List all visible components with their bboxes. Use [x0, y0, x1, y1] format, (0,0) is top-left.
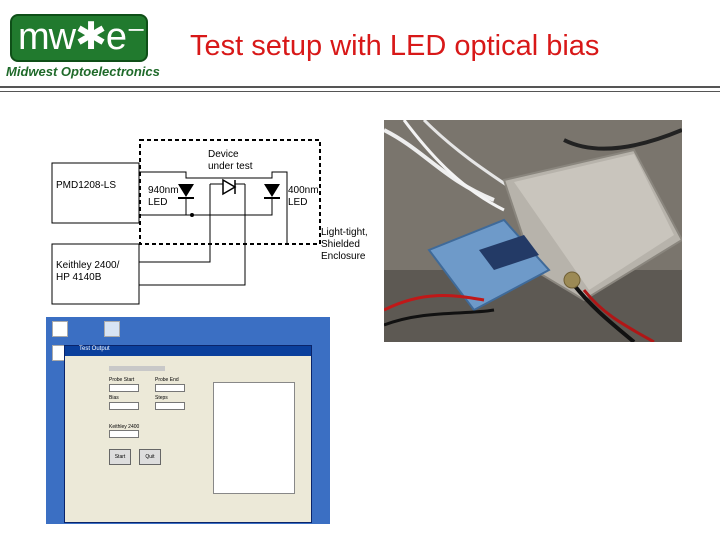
enclosure-label-2: Shielded [321, 239, 360, 250]
probe-end-label: Probe End [155, 377, 179, 383]
toolbar-strip [109, 366, 165, 371]
dut-label-2: under test [208, 161, 253, 172]
desktop-icon [52, 321, 68, 337]
software-screenshot [46, 317, 330, 524]
pmd-label: PMD1208-LS [56, 180, 117, 191]
pmd-box [52, 163, 139, 223]
keithley-label-1: Keithley 2400/ [56, 260, 120, 271]
led-940-symbol [178, 184, 194, 197]
enclosure-label-3: Enclosure [321, 251, 366, 262]
logo-subtitle: Midwest Optoelectronics [6, 64, 160, 79]
led940-label-1: 940nm [148, 185, 179, 196]
bias-input[interactable] [109, 402, 139, 410]
steps-input[interactable] [155, 402, 185, 410]
keithley-field-label: Keithley 2400 [109, 424, 140, 430]
hardware-photo-drawing [384, 120, 682, 342]
probe-start-label: Probe Start [109, 377, 135, 383]
led400-label-2: LED [288, 197, 308, 208]
bias-label: Bias [109, 395, 119, 401]
keithley-input[interactable] [109, 430, 139, 438]
logo-text: mw✱e⁻ [18, 16, 146, 58]
window-title: Test Output [79, 346, 110, 352]
hardware-photo [384, 120, 682, 342]
wire-node [190, 213, 194, 217]
led400-label-1: 400nm [288, 185, 319, 196]
window-titlebar [65, 346, 311, 356]
plot-area [213, 382, 295, 494]
led940-label-2: LED [148, 197, 168, 208]
dut-label-1: Device [208, 149, 239, 160]
steps-label: Steps [155, 395, 168, 401]
start-button[interactable]: Start [109, 449, 131, 465]
probe-start-input[interactable] [109, 384, 139, 392]
keithley-label-2: HP 4140B [56, 272, 102, 283]
app-window [64, 345, 312, 523]
slide-title: Test setup with LED optical bias [190, 30, 600, 62]
probe-end-input[interactable] [155, 384, 185, 392]
wire-led400-right [272, 172, 287, 243]
enclosure-label-1: Light-tight, [321, 227, 368, 238]
dut-diode-symbol [223, 180, 235, 194]
quit-button[interactable]: Quit [139, 449, 161, 465]
led-400-symbol [264, 184, 280, 197]
desktop-icon [104, 321, 120, 337]
